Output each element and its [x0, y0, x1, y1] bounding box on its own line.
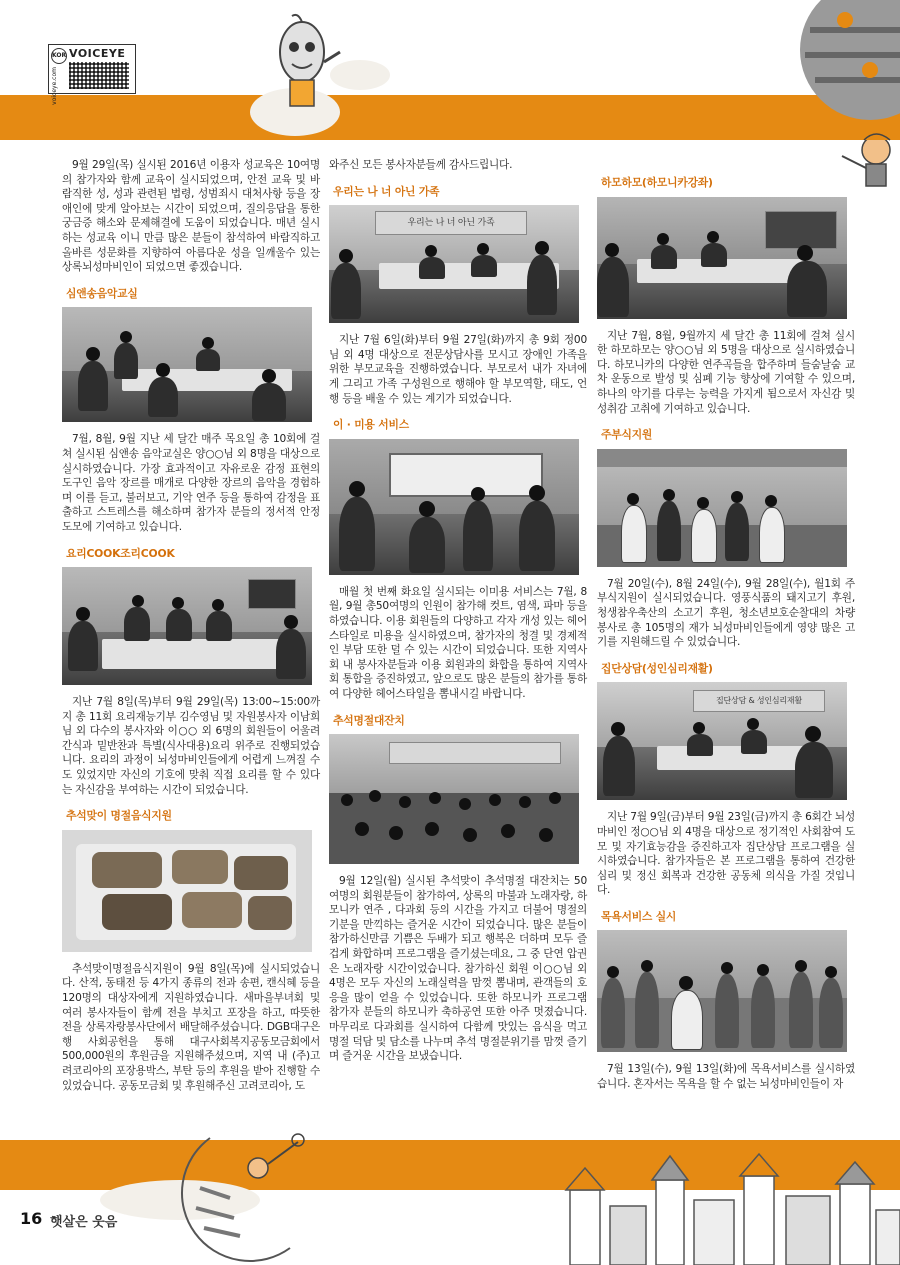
column-2 — [329, 158, 587, 1070]
photo-holiday-food — [62, 830, 312, 952]
section-title-group-counseling: 집단상담(성인심리재활) — [601, 661, 713, 675]
family-education-banner: 우리는 나 너 아닌 가족 — [375, 211, 527, 235]
section-title-chuseok-festival: 추석명절대잔치 — [333, 713, 405, 727]
hair-service-text: 매월 첫 번째 화요일 실시되는 이미용 서비스는 7월, 8월, 9월 총50여명의 인원이 참가해 컷트, 염색, 파마 등을 하였습니다. 이용 회원들의 다양하고 각자 개성 있는 헤어스타일로 미용을 실시하였으며, 참가자의 청결 및 경제적인 부담 또한 덜 수 있는 시간이 되었습니다. 또한 지역사회 내 봉사자분들과 이용 회원과의 화합을 통하여 지역사회 통합을 증진하였고, 앞으로도 많은 분들의 참가를 통하여 다양한 헤어스타일을 뽐내시길 바랍니다. — [329, 585, 587, 700]
photo-food-support — [597, 449, 847, 567]
page-number: 16 — [20, 1209, 43, 1228]
column-3 — [597, 158, 855, 1098]
photo-group-counseling — [597, 682, 847, 800]
photo-harmonica-class — [597, 197, 847, 319]
voiceeye-code-badge — [48, 44, 136, 105]
photo-cooking-class — [62, 567, 312, 685]
holiday-food-text: 추석맞이명절음식지원이 9월 8일(목)에 실시되었습니다. 산적, 동태전 등 4가지 종류의 전과 송편, 캔식혜 등을 120명의 대상자에게 지원하였습니다. 새마을부녀회 및 여러 봉사자들이 함께 전을 부치고 포장을 하고, 따뜻한 전을 상록자랑봉사단에서 배달해주셨습니다. DGB대구은행 사회공헌을 통해 대구사회복지공동모금회에서 500,000원의 후원금을 지원해주셨으며, 지역 내 (주)고려코리아의 포장용박스, 부탄 등의 후원을 받아 진행할 수 있었습니다. 공동모금회 및 후원해주신 고려코리아, 도 — [62, 962, 320, 1092]
section-title-cooking-class: 요리COOK조리COOK — [66, 546, 175, 560]
photo-family-education — [329, 205, 579, 323]
photo-bath-service — [597, 930, 847, 1052]
column-1 — [62, 158, 320, 1099]
header-character-illustration — [262, 12, 342, 122]
header-orange-strip — [0, 95, 900, 140]
group-counseling-banner: 집단상담 & 성인심리재활 — [693, 690, 825, 712]
magazine-name: 햇살은 웃음 — [50, 1215, 118, 1230]
kor-mark: KOR — [51, 48, 67, 64]
moon-child-illustration — [170, 1128, 305, 1265]
section-title-hair-service: 이 · 미용 서비스 — [333, 418, 409, 432]
village-houses-illustration — [560, 1150, 900, 1265]
cooking-class-text: 지난 7월 8일(목)부터 9월 29일(목) 13:00~15:00까지 총 11회 요리재능기부 김수영님 및 자원봉사자 이남희님 외 다수의 봉사자와 이○○ 외 6명의 회원들이 어울려 간식과 밑반찬과 특별(식사대용)요리 위주로 진행되었습니다. 요리의 과정이 뇌성마비인들에게 어렵게 느껴질 수도 있었지만 자신의 기호에 맞춰 직접 요리를 할 수 있다는 자신감을 부여하는 시간이 되었습니다. — [62, 696, 320, 796]
section-title-harmonica-class: 하모하모(하모니카강좌) — [601, 176, 713, 189]
holiday-food-text-continued: 와주신 모든 봉사자분들께 감사드립니다. — [329, 159, 513, 171]
section-title-music-class: 심앤송음악교실 — [66, 286, 138, 300]
article-intro-text: 9월 29일(목) 실시된 2016년 이용자 성교육은 10여명의 참가자와 함께 교육이 실시되었으며, 안전 교육 및 바람직한 성, 성과 관련된 법령, 성범죄시 대처사항 등을 장애인에 맞게 알아보는 시간이 되었으며, 질의응답을 통한 궁금증 해소와 문제해결에 도움이 되었습니다. 매년 실시하는 성교육 이니 만큼 많은 분들이 참석하여 바람직하고 올바른 성문화를 지향하여 아름다운 성을 일깨울수 있는 상록뇌성마비인이 되었으면 좋겠습니다. — [62, 159, 320, 274]
harmonica-class-text: 지난 7월, 8월, 9월까지 세 달간 총 11회에 걸쳐 실시한 하모하모는 양○○님 외 5명을 대상으로 실시하였습니다. 하모니카의 다양한 연주곡들을 합주하며 들숨날숨 교차 운동으로 발성 및 심폐 기능 향상에 기여할 수 있으며, 하나의 악기를 다루는 능력을 가지게 됨으로서 자신감 및 성취감 고취에 기여하고 있습니다. — [597, 329, 855, 415]
section-title-family-education: 우리는 나 너 아닌 가족 — [333, 184, 440, 198]
photo-hair-service — [329, 439, 579, 575]
photo-chuseok-festival — [329, 734, 579, 864]
chuseok-festival-text: 9월 12일(월) 실시된 추석맞이 추석명절 대잔치는 50여명의 회원분들이 참가하여, 상록의 마불과 노래자랑, 하모니카 연주 , 다과회 등의 시간을 가지고 더불어 명절의 기분을 만끽하는 즐거운 시간이 되었습니다. 많은 분들이 참가하신만큼 기쁨은 두배가 되고 행복은 더하며 모두 즐겁게 화합하며 프로그램을 즐기셨는데요, 그 중 단연 압권은 노래자랑 시간이었습니다. 참가하신 회원 이○○님 외 4명은 모두 자신의 노래실력을 맘껏 뽐내며, 관객들의 호응을 많이 얻을 수 있었습니다. 또한 하모니카 프로그램 참가자 분들의 하모니카 축하공연 또한 아주 멋졌습니다. 마무리로 다과회를 실시하여 다함께 맛있는 음식을 먹고 명절 덕담 및 담소를 나누며 추석 명절분위기를 맘껏 즐기며 즐거운 시간을 보냈습니다. — [329, 875, 587, 1063]
hot-air-balloon-illustration — [790, 0, 900, 135]
group-counseling-text: 지난 7월 9일(금)부터 9월 23일(금)까지 총 6회간 뇌성마비인 정○○님 외 4명을 대상으로 정기적인 사회참여 도모 및 자기효능감을 증진하고자 집단상담 프로그램을 실시하였습니다. 참가자들은 본 프로그램을 통하여 건강한 심리 및 정신 회복과 건강한 공동체 의식을 가질 것입니다. — [597, 811, 855, 897]
section-title-food-support: 주부식지원 — [601, 428, 653, 442]
section-title-holiday-food: 추석맞이 명절음식지원 — [66, 809, 172, 823]
bath-service-text: 7월 13일(수), 9월 13일(화)에 목욕서비스를 실시하였습니다. 혼자서는 목욕을 할 수 없는 뇌성마비인들이 자 — [597, 1063, 855, 1091]
food-support-text: 7월 20일(수), 8월 24일(수), 9월 28일(수), 월1회 주부식지원이 실시되었습니다. 영풍식품의 돼지고기 후원, 청생참우축산의 소고기 후원, 청소년보호순찰대의 차량 봉사로 총 105명의 재가 뇌성마비인들에게 영양 많은 고기를 지원해드릴 수 있었습니다. — [597, 577, 855, 649]
section-title-bath-service: 목욕서비스 실시 — [601, 909, 677, 923]
music-class-text: 7월, 8월, 9월 지난 세 달간 매주 목요일 총 10회에 걸쳐 실시된 심앤송 음악교실은 양○○님 외 8명을 대상으로 실시하였습니다. 가장 효과적이고 자유로운 감정 표현의 도구인 음악 장르를 매개로 다양한 장르의 음악을 경험하며 이를 듣고, 불러보고, 기악 연주 등을 통하여 감정을 표출하고 스트레스를 해소하며 참가자 분들의 정서적 안정 도모에 기여하고 있습니다. — [62, 433, 320, 533]
voiceeye-url: voiceye.com — [51, 67, 58, 105]
voiceeye-code-pattern — [69, 62, 129, 89]
voiceeye-title: VOICEYE — [69, 47, 126, 60]
family-education-text: 지난 7월 6일(화)부터 9월 27일(화)까지 총 9회 정00님 외 4명 대상으로 전문상담사를 모시고 장애인 가족을 위한 부모교육을 진행하였습니다. 부모로서 내가 자녀에게 그리고 가족 구성원으로 행해야 할 부모역할, 태도, 언행 등을 배울 수 있는 계기가 되었습니다. — [329, 334, 587, 405]
photo-music-class — [62, 307, 312, 422]
